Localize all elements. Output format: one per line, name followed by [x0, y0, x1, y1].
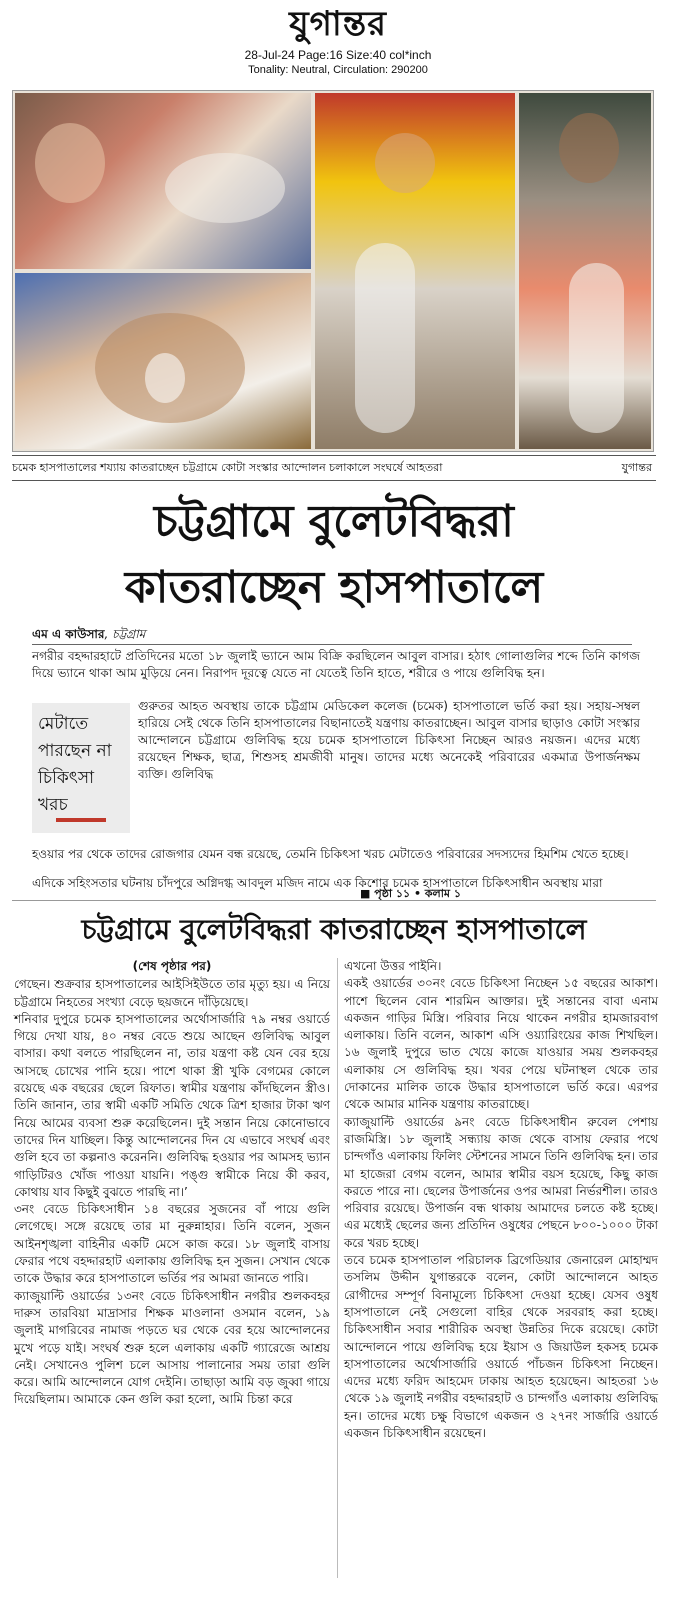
- headline-line-1: চট্টগ্রামে বুলেটবিদ্ধরা: [154, 496, 514, 547]
- photo-injured-man-bed: [15, 93, 311, 269]
- clipping-meta-tonality: Tonality: Neutral, Circulation: 290200: [248, 64, 428, 76]
- lead-paragraph-1: [32, 648, 640, 682]
- lead-para-3: হওয়ার পর থেকে তাদের রোজগার যেমন বন্ধ রয়েছে, তেমনি চিকিৎসা খরচ মেটাতেও পরিবারের সদস্যদের হিমশিম খেতে হচ্ছে।: [32, 847, 629, 861]
- photo-caption: [12, 455, 656, 481]
- left-para-1: গেছেন। শুক্রবার হাসপাতালের আইসিইউতে তার মৃত্যু হয়। এ নিয়ে চট্টগ্রামে নিহতের সংখ্যা বেড়ে ছয়জনে দাঁড়িয়েছে।: [14, 977, 330, 1009]
- continuation-right-column: [344, 958, 658, 1442]
- clipping-meta-date-page: 28-Jul-24 Page:16 Size:40 col*inch: [244, 48, 432, 62]
- masthead: [0, 0, 676, 86]
- byline-place: চট্টগ্রাম: [112, 627, 146, 641]
- continuation-left-column: [14, 958, 330, 1409]
- newspaper-logo: [248, 2, 428, 46]
- section-divider: [12, 900, 656, 901]
- photo-collage: [12, 90, 654, 452]
- pull-quote: মেটাতে পারছেন না চিকিৎসা খরচ: [32, 703, 130, 833]
- photo-bandaged-chest: [15, 273, 311, 449]
- byline-author: এম এ কাউসার: [32, 627, 105, 641]
- left-para-3: ৩নং বেডে চিকিৎসাধীন ১৪ বছরের সুজনের বাঁ পায়ে গুলি লেগেছে। সঙ্গে রয়েছে তার মা নুরুন্নাহার। তিনি বলেন, সুজন আইনশৃঙ্খলা বাহিনীর একটি মেসে কাজ করে। ১৮ জুলাই বাসায় ফেরার পথে বহদ্দারহাট এলাকায় গুলিবিদ্ধ হন সুজন। সেখান থেকে তাকে উদ্ধার করে হাসপাতালে ভর্তির পর আমরা জানতে পারি।: [14, 1202, 330, 1286]
- continued-label: (শেষ পৃষ্ঠার পর): [132, 959, 212, 973]
- right-para-4: তবে চমেক হাসপাতাল পরিচালক ব্রিগেডিয়ার জেনারেল মোহাম্মদ তসলিম উদ্দীন যুগান্তরকে বলেন, কোটা আন্দোলনে আহত রোগীদের সম্পূর্ণ বিনামূল্যে চিকিৎসা দেওয়া হচ্ছে। যেসব ওষুধ হাসপাতালে নেই সেগুলো বাহির থেকে সরবরাহ করা হচ্ছে। চিকিৎসাধীন সবার শারীরিক অবস্থা উন্নতির দিকে রয়েছে। কোটা আন্দোলনে পায়ে গুলিবিদ্ধ হয়ে ইয়াস ও জিয়াউল হকসহ চমেক হাসপাতালের অর্থোসার্জারি ওয়ার্ডে পাঁচজন চিকিৎসা নিচ্ছেন। এদের মধ্যে ফরিদ আহমেদ ঢাকায় আহত হয়েছেন। আহতরা ১৬ থেকে ১৯ জুলাই নগরীর বহদ্দারহাট ও চান্দগাঁও এলাকায় গুলিবিদ্ধ হন। তাদের মধ্যে চক্ষু বিভাগে একজন ও ২৭নং সার্জারি ওয়ার্ডে একজন চিকিৎসাধীন রয়েছেন।: [344, 1253, 658, 1441]
- jump-reference: ■ পৃষ্ঠা ১১ • কলাম ১: [360, 887, 461, 900]
- byline: এম এ কাউসার, চট্টগ্রাম: [32, 626, 632, 645]
- column-rule: [337, 958, 338, 1578]
- photo-man-leg-cast: [519, 93, 651, 449]
- photo-credit: যুগান্তর: [621, 461, 652, 474]
- lead-paragraph-2: গুরুতর আহত অবস্থায় তাকে চট্টগ্রাম মেডিকেল কলেজ (চমেক) হাসপাতালে ভর্তি করা হয়। সহায়-সম্বল হারিয়ে সেই থেকে তিনি হাসপাতালের বিছানাতেই যন্ত্রণায় কাতরাচ্ছেন। আবুল বাসার ছাড়াও কোটা সংস্কার আন্দোলনে চট্টগ্রামে গুলিবিদ্ধ হয়ে চমেক হাসপাতালে চিকিৎসা নিচ্ছেন আরও নয়জন। এদের মধ্যে রয়েছেন শিক্ষক, ছাত্র, শিশুসহ শ্রমজীবী মানুষ। তাদের মধ্যে অনেকেই পরিবারের একমাত্র উপার্জনক্ষম ব্যক্তি। গুলিবিদ্ধ: [138, 699, 640, 781]
- photo-caption-text: চমেক হাসপাতালের শয্যায় কাতরাচ্ছেন চট্টগ্রামে কোটা সংস্কার আন্দোলন চলাকালে সংঘর্ষে আহতরা: [12, 461, 443, 474]
- lead-paragraph-3: [32, 834, 640, 904]
- lead-para-4: এদিকে সহিংসতার ঘটনায় চাঁদপুরে অগ্নিদগ্ধ আবদুল মজিদ নামে এক কিশোর চমেক হাসপাতালে চিকিৎসাধীন অবস্থায় মারা: [32, 876, 603, 890]
- logo-text: যুগান্তর: [289, 4, 387, 44]
- right-para-2: একই ওয়ার্ডের ৩০নং বেডে চিকিৎসা নিচ্ছেন ১৫ বছরের আকাশ। পাশে ছিলেন বোন শারমিন আক্তার। দুই সন্তানের বাবা এনাম একজন গাড়ির মিস্ত্রি। পরিবার নিয়ে থাকেন নগরীর হামজারবাগ এলাকায়। তিনি বলেন, আকাশ এসি ওয়্যারিংয়ের কাজ শিখছিল। ১৬ জুলাই দুপুরে ভাত খেয়ে কাজে যাওয়ার সময় শুলকবহর এলাকায় সে গুলিবিদ্ধ হয়। খবর পেয়ে ঘটনাস্থল থেকে তার দোকানের মালিক তাকে উদ্ধার হাসপাতালে ভর্তি করে। এরপর থেকে আমার মানিক যন্ত্রণায় কাতরাচ্ছে।: [344, 976, 658, 1112]
- left-para-4: ক্যাজুয়াল্টি ওয়ার্ডের ১৩নং বেডে চিকিৎসাধীন নগরীর শুলকবহর দারুস তারবিয়া মাদ্রাসার শিক্ষক মাওলানা ওসমান বলেন, ১৯ জুলাই মাগরিবের নামাজ পড়তে ঘর থেকে বের হয়ে আন্দোলনের মুখে পড়ে যাই। সংঘর্ষ শুরু হলে এলাকায় একটি গ্যারেজে আশ্রয় নেই। সেখানেও পুলিশ চলে আসায় পালানোর সময় তারা গুলি করে। আমি আন্দোলনে যোগ দেইনি। তাছাড়া আমি বড় জুব্বা গায়ে দিয়েছিলাম। আমাকে কেন গুলি করা হলো, আমি চিন্তা করে: [14, 1288, 330, 1407]
- photo-boy-leg-cast: [315, 93, 515, 449]
- lead-para-1: নগরীর বহদ্দারহাটে প্রতিদিনের মতো ১৮ জুলাই ভ্যানে আম বিক্রি করছিলেন আবুল বাসার। হঠাৎ গোলাগুলির শব্দে তিনি কাগজ দিয়ে ভ্যানে থাকা আম মুড়িয়ে নেন। নিরাপদ দূরত্বে যেতে না যেতেই তিনি হাতে, শরীরে ও পায়ে গুলিবিদ্ধ হন।: [32, 649, 640, 680]
- continuation-headline: চট্টগ্রামে বুলেটবিদ্ধরা কাতরাচ্ছেন হাসপাতালে: [81, 913, 587, 946]
- headline-line-2: কাতরাচ্ছেন হাসপাতালে: [124, 562, 544, 613]
- right-para-1: এখনো উত্তর পাইনি।: [344, 959, 442, 973]
- left-para-2: শনিবার দুপুরে চমেক হাসপাতালের অর্থোসার্জারি ৭৯ নম্বর ওয়ার্ডে গিয়ে দেখা যায়, ৪০ নম্বর বেডে শুয়ে আছেন গুলিবিদ্ধ আবুল বাসার। কথা বলতে পারছিলেন না, তার যন্ত্রণা কষ্ট যেন বের হয়ে আসছে চোখের পানি হয়ে। পাশে থাকা স্ত্রী খুকি বেগমের কোলে রয়েছে এক বছরের ছেলে রিফাত। স্বামীর যন্ত্রণায় কাঁদছিলেন স্ত্রীও। তিনি জানান, তার স্বামী একটি সমিতি থেকে ত্রিশ হাজার টাকা ঋণ নিয়ে আমের ব্যবসা শুরু করেছিলেন। দুই সন্তান নিয়ে কোনোভাবে তাদের দিন যাচ্ছিল। কিন্তু আন্দোলনের দিন যে এভাবে সংঘর্ষ এবং গুলি হবে তা কল্পনাও করেননি। গুলিবিদ্ধ হওয়ার পর আমসহ ভ্যান গাড়িটিরও খোঁজ পাওয়া যায়নি। পঙ্গু স্বামীকে নিয়ে কী করব, কোথায় যাব কিছুই বুঝতে পারছি না।’: [14, 1011, 330, 1199]
- pull-quote-rule: [56, 818, 106, 822]
- right-para-3: ক্যাজুয়াল্টি ওয়ার্ডের ৯নং বেডে চিকিৎসাধীন রুবেল পেশায় রাজমিস্ত্রি। ১৮ জুলাই সন্ধ্যায় কাজ থেকে বাসায় ফেরার পথে চান্দগাঁও এলাকায় ফিলিং স্টেশনের সামনে তিনি গুলিবিদ্ধ হন। তার মা হাজেরা বেগম বলেন, আমার স্বামীর বয়স হয়েছে, কিছু কাজ করতে পারে না। ছেলের উপার্জনের ওপর আমরা নির্ভরশীল। তারও পরিবার রয়েছে। উপার্জন বন্ধ থাকায় আমাদের চলতে কষ্ট হচ্ছে। এর মধ্যেই ছেলের জন্য প্রতিদিন ওষুধের পেছনে ৮০০-১০০০ টাকা করে খরচ হচ্ছে।: [344, 1114, 658, 1250]
